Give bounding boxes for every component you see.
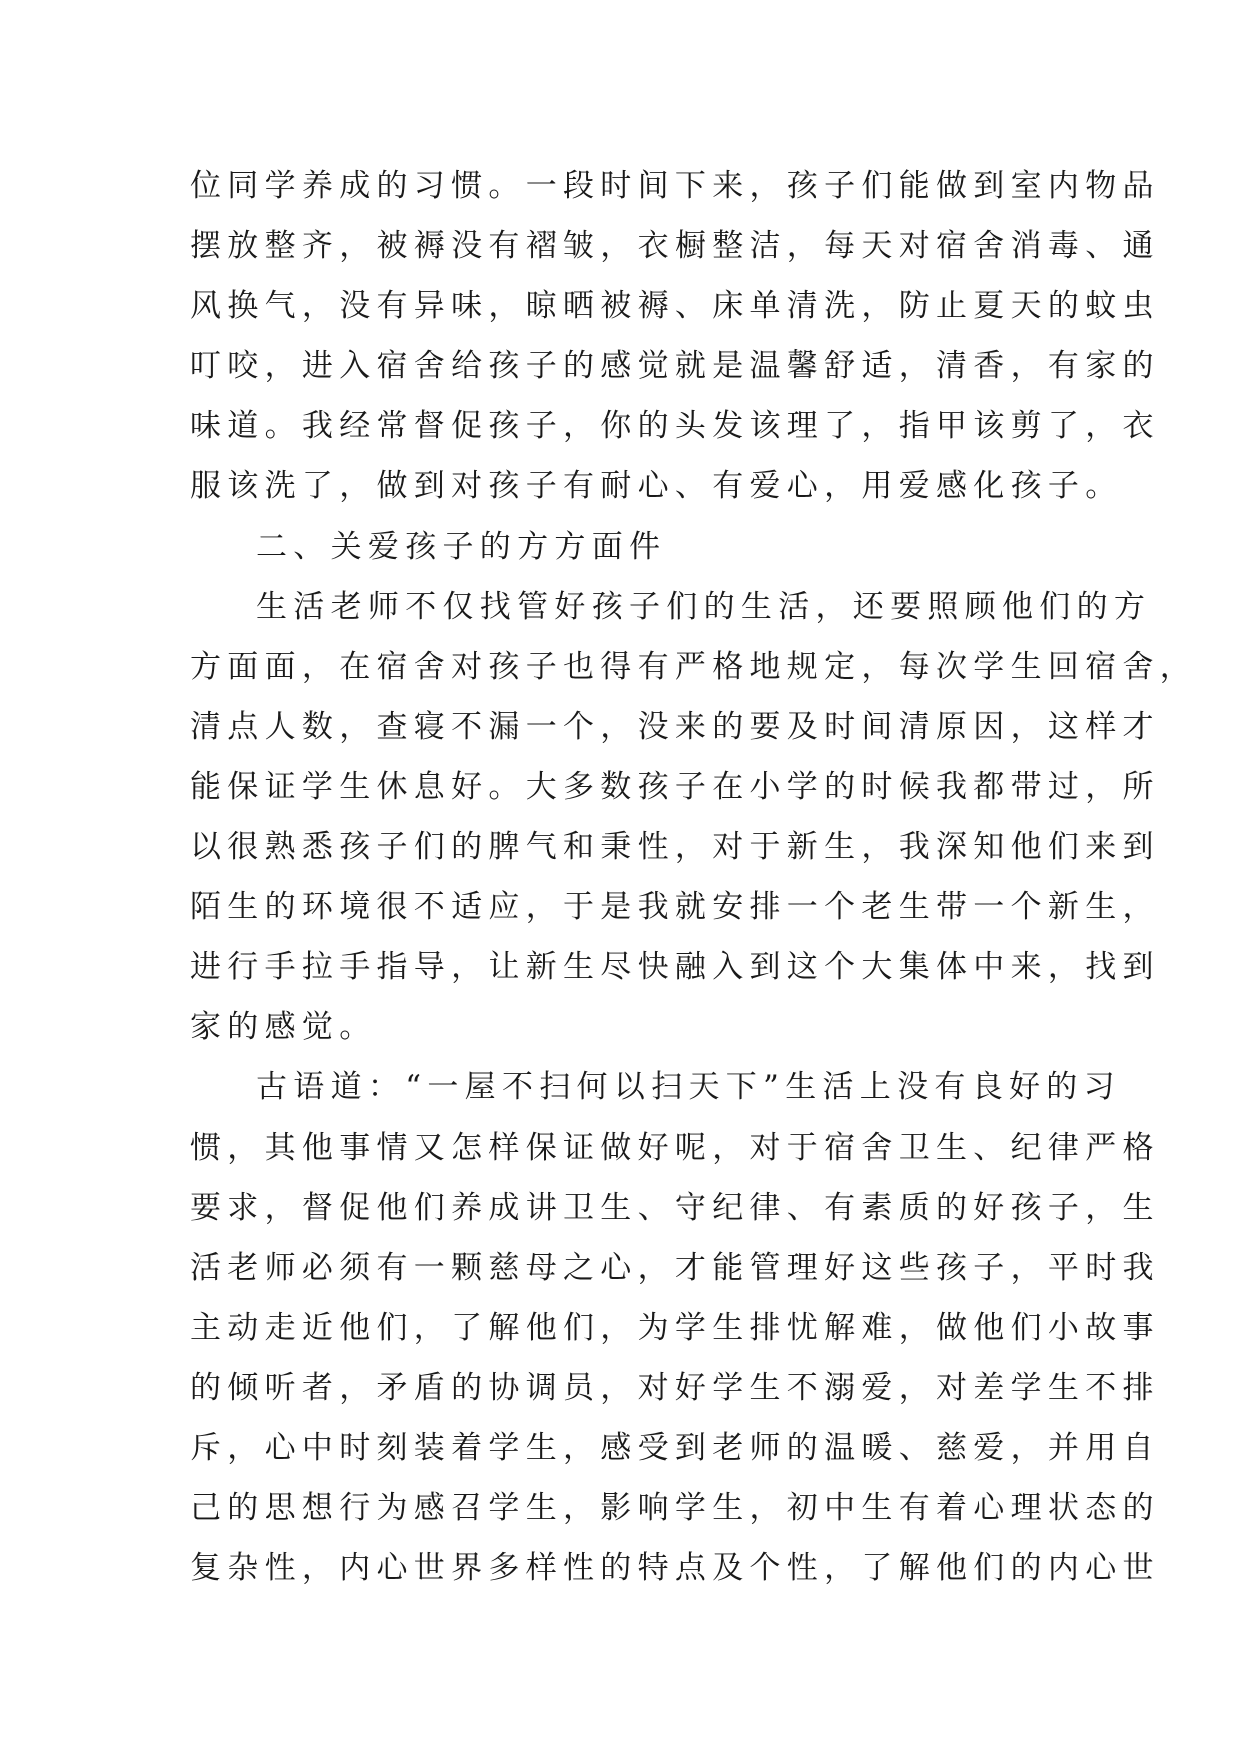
text-line: 方面面，在宿舍对孩子也得有严格地规定，每次学生回宿舍， bbox=[190, 648, 1198, 685]
text-line: 摆放整齐，被褥没有褶皱，衣橱整洁，每天对宿舍消毒、通 bbox=[190, 228, 1160, 265]
text-line: 古语道：“一屋不扫何以扫天下”生活上没有良好的习 bbox=[256, 1069, 1121, 1106]
section-heading: 二、关爱孩子的方方面件 bbox=[256, 528, 667, 565]
text-line: 要求，督促他们养成讲卫生、守纪律、有素质的好孩子，生 bbox=[190, 1189, 1160, 1226]
text-line: 以很熟悉孩子们的脾气和秉性，对于新生，我深知他们来到 bbox=[190, 829, 1160, 866]
text-line: 服该洗了，做到对孩子有耐心、有爱心，用爱感化孩子。 bbox=[190, 468, 1123, 505]
text-line: 能保证学生休息好。大多数孩子在小学的时候我都带过，所 bbox=[190, 768, 1160, 805]
text-line: 家的感觉。 bbox=[190, 1009, 377, 1046]
text-line: 复杂性，内心世界多样性的特点及个性，了解他们的内心世 bbox=[190, 1550, 1160, 1587]
text-line: 主动走近他们，了解他们，为学生排忧解难，做他们小故事 bbox=[190, 1309, 1160, 1346]
text-line: 陌生的环境很不适应，于是我就安排一个老生带一个新生， bbox=[190, 889, 1160, 926]
text-line: 活老师必须有一颗慈母之心，才能管理好这些孩子，平时我 bbox=[190, 1249, 1160, 1286]
text-line: 斥，心中时刻装着学生，感受到老师的温暖、慈爱，并用自 bbox=[190, 1429, 1160, 1466]
text-line: 的倾听者，矛盾的协调员，对好学生不溺爱，对差学生不排 bbox=[190, 1369, 1160, 1406]
text-line: 叮咬，进入宿舍给孩子的感觉就是温馨舒适，清香，有家的 bbox=[190, 348, 1160, 385]
text-line: 惯，其他事情又怎样保证做好呢，对于宿舍卫生、纪律严格 bbox=[190, 1129, 1160, 1166]
text-line: 位同学养成的习惯。一段时间下来，孩子们能做到室内物品 bbox=[190, 168, 1160, 204]
text-line: 清点人数，查寝不漏一个，没来的要及时间清原因，这样才 bbox=[190, 708, 1160, 745]
text-line: 风换气，没有异味，晾晒被褥、床单清洗，防止夏天的蚊虫 bbox=[190, 288, 1160, 325]
text-line: 进行手拉手指导，让新生尽快融入到这个大集体中来，找到 bbox=[190, 949, 1160, 986]
text-line: 己的思想行为感召学生，影响学生，初中生有着心理状态的 bbox=[190, 1490, 1160, 1527]
body-text bbox=[190, 156, 1198, 1598]
text-line: 味道。我经常督促孩子，你的头发该理了，指甲该剪了，衣 bbox=[190, 408, 1160, 445]
text-line: 生活老师不仅找管好孩子们的生活，还要照顾他们的方 bbox=[256, 588, 1152, 625]
